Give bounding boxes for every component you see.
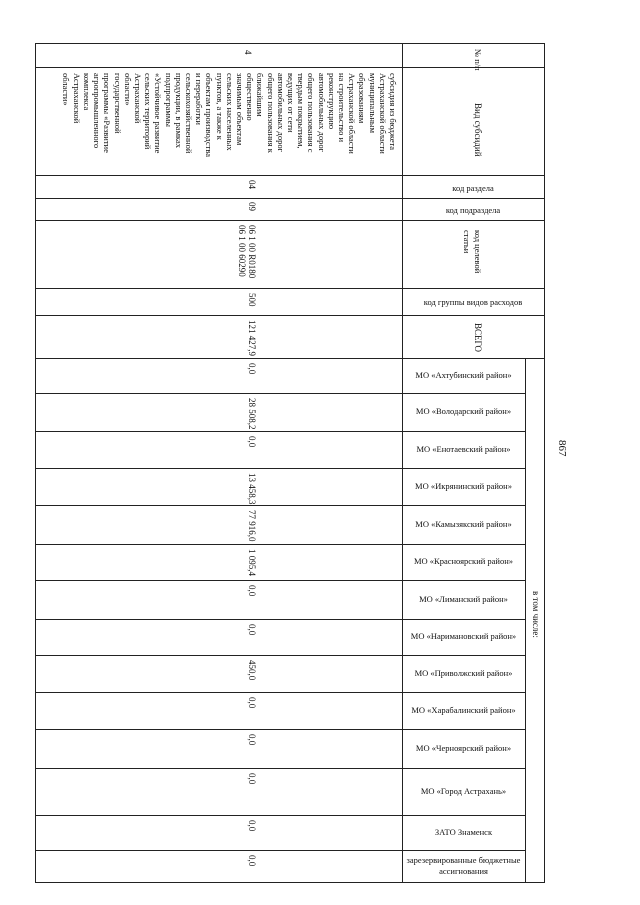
description-line: ближайшим [255, 73, 266, 117]
row-municipality-name: МО «Харабалинский район» [411, 704, 516, 715]
row-line [35, 393, 526, 394]
table-border-top [35, 43, 545, 44]
subsidy-description [61, 73, 398, 157]
description-line: Астраханской [71, 73, 82, 124]
row-municipality-name: МО «Камызякский район» [415, 518, 512, 529]
description-line: Астраханской области [347, 73, 358, 154]
description-line: муниципальным [367, 73, 378, 133]
table-border-bottom [35, 882, 545, 883]
subsection-value: 09 [247, 202, 257, 211]
row-municipality-name: МО «Лиманский район» [419, 593, 508, 604]
row-value: 1 095,4 [247, 549, 257, 576]
total-value: 121 427,9 [247, 320, 257, 356]
description-line: государственной [112, 73, 123, 134]
target-value-2: 06 1 00 60290 [237, 225, 247, 277]
row-line [35, 468, 526, 469]
row-municipality-name: МО «Икрянинский район» [415, 480, 512, 491]
description-line: программы «Развитие [102, 73, 113, 153]
description-line: значимым объектам [234, 73, 245, 146]
description-line: образованиям [357, 73, 368, 124]
description-line: Астраханской [132, 73, 143, 124]
row-municipality-name: ЗАТО Знаменск [434, 826, 493, 837]
target-value-1: 06 1 00 R0180 [247, 225, 257, 279]
row-line [35, 431, 526, 432]
table-border-label-column [402, 43, 403, 883]
description-line: пунктов, а также к [214, 73, 225, 140]
row-value: 0,0 [247, 436, 257, 448]
row-line [35, 67, 545, 68]
description-line: реконструкцию [326, 73, 337, 130]
row-value: 0,0 [247, 820, 257, 832]
description-line: общего пользования к [265, 73, 276, 153]
row-line [35, 729, 526, 730]
row-municipality-name: МО «Приволжский район» [414, 667, 513, 678]
row-municipality-name: МО «Черноярский район» [415, 742, 512, 753]
num-header: № п/п [473, 49, 483, 71]
row-line [35, 220, 545, 221]
row-line [35, 315, 545, 316]
group-header: код группы видов расходов [423, 297, 523, 307]
row-municipality-name: МО «Володарский район» [415, 406, 512, 416]
row-value: 13 458,3 [247, 473, 257, 505]
row-line [35, 175, 545, 176]
row-municipality-name: МО «Наримановский район» [410, 631, 517, 641]
subsection-header: код подраздела [445, 205, 501, 215]
description-line: ведущих от сети [285, 73, 296, 133]
description-line: автомобильных дорог [316, 73, 327, 153]
description-line: сельских территорий [143, 73, 154, 150]
description-line: общего пользования с [306, 73, 317, 153]
subsidy-table [35, 43, 545, 883]
description-line: подпрограммы [163, 73, 174, 127]
row-line [35, 505, 526, 506]
row-value: 0,0 [247, 697, 257, 709]
row-line [35, 288, 545, 289]
row-line [35, 358, 545, 359]
row-line [35, 768, 526, 769]
row-municipality-name: зарезервированные бюджетные ассигнования [406, 855, 521, 876]
description-line: продукции, в рамках [173, 73, 184, 148]
table-border-including-column [525, 358, 526, 883]
description-line: общественно [245, 73, 256, 121]
including-label: в том числе: [531, 591, 541, 638]
row-line [35, 619, 526, 620]
row-line [35, 815, 526, 816]
table-border-right [544, 43, 545, 883]
section-value: 04 [247, 180, 257, 189]
row-value: 0,0 [247, 855, 257, 867]
description-line: сельских населенных [224, 73, 235, 151]
description-line: области» [61, 73, 72, 106]
description-line: на строительство и [336, 73, 347, 143]
row-line [35, 198, 545, 199]
row-value: 77 916,0 [247, 510, 257, 542]
table-border-left [35, 43, 36, 883]
row-municipality-name: МО «Красноярский район» [413, 556, 514, 566]
description-line: субсидия из бюджета [388, 73, 398, 151]
description-line: агропромышленного [92, 73, 103, 149]
description-line: твердым покрытием, [296, 73, 307, 149]
page-number: 867 [556, 440, 568, 457]
description-line: Астраханской области [377, 73, 388, 154]
description-line: комплекса [81, 73, 92, 111]
row-value: 0,0 [247, 734, 257, 746]
section-header: код раздела [452, 183, 494, 193]
row-line [35, 850, 526, 851]
row-value: 450,0 [247, 660, 257, 681]
type-header: Вид субсидий [473, 103, 483, 157]
num-value: 4 [243, 50, 253, 55]
description-line: и переработки [194, 73, 205, 125]
description-line: объектам производства [204, 73, 215, 158]
row-value: 0,0 [247, 363, 257, 375]
row-value: 28 508,2 [247, 398, 257, 430]
description-line: автомобильных дорог [275, 73, 286, 153]
row-line [35, 655, 526, 656]
row-value: 0,0 [247, 624, 257, 636]
row-value: 0,0 [247, 585, 257, 597]
total-header: ВСЕГО [473, 323, 483, 352]
row-line [35, 692, 526, 693]
description-line: «Устойчивое развитие [153, 73, 164, 154]
row-value: 0,0 [247, 773, 257, 785]
row-municipality-name: МО «Город Астрахань» [420, 785, 507, 796]
row-municipality-name: МО «Енотаевский район» [416, 443, 511, 454]
group-value: 500 [247, 293, 257, 307]
row-line [35, 544, 526, 545]
description-line: области» [122, 73, 133, 106]
row-municipality-name: МО «Ахтубинский район» [415, 369, 512, 380]
description-line: сельскохозяйственной [183, 73, 194, 154]
target-header: код целевой статьи [462, 230, 483, 274]
row-line [35, 580, 526, 581]
